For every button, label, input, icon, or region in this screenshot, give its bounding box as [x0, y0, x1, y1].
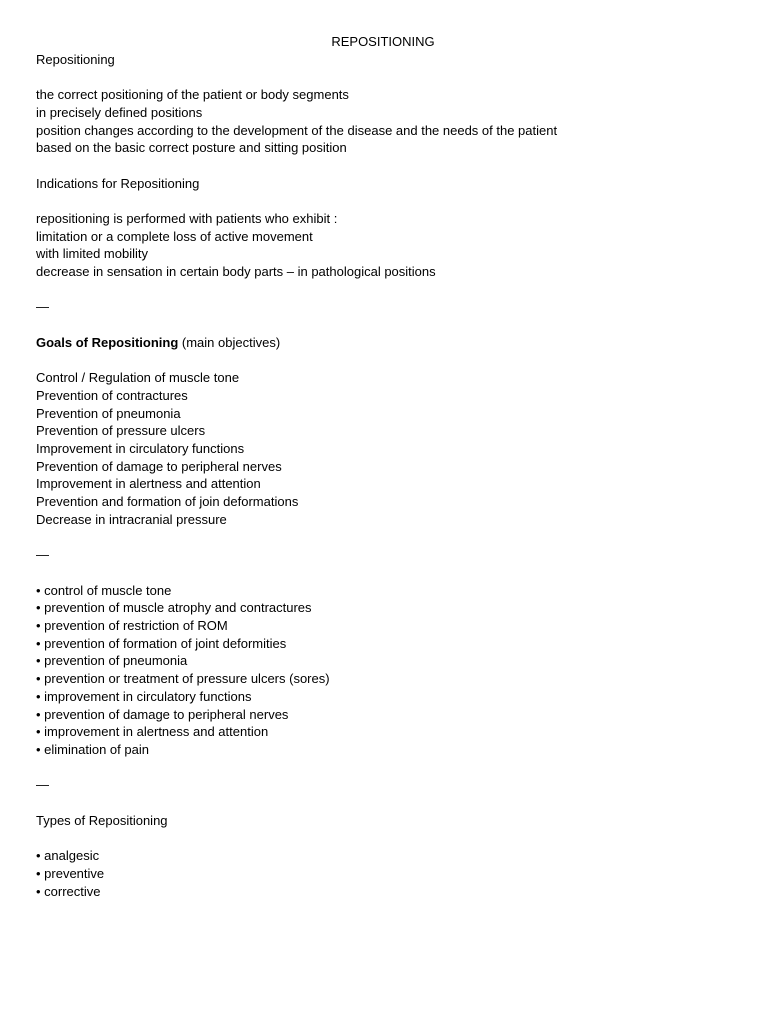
- definition-line: based on the basic correct posture and sitting position: [36, 140, 347, 156]
- section-divider: —: [36, 299, 49, 315]
- spacer: [36, 316, 736, 334]
- list-item: • analgesic: [36, 848, 100, 864]
- spacer: [36, 529, 736, 547]
- list-item: • corrective: [36, 883, 101, 899]
- spacer: [36, 352, 736, 370]
- document-page: [36, 33, 736, 900]
- list-item: • prevention of muscle atrophy and contractures: [36, 600, 312, 616]
- definition-line: the correct positioning of the patient or body segments: [36, 87, 349, 103]
- spacer: [36, 829, 736, 847]
- list-item: • improvement in circulatory functions: [36, 688, 252, 704]
- goal-line: Prevention and formation of join deformations: [36, 494, 299, 510]
- indication-line: decrease in sensation in certain body parts – in pathological positions: [36, 264, 436, 280]
- goal-line: Improvement in alertness and attention: [36, 476, 261, 492]
- indication-line: limitation or a complete loss of active movement: [36, 228, 313, 244]
- goal-line: Prevention of damage to peripheral nerves: [36, 458, 282, 474]
- spacer: [36, 192, 736, 210]
- spacer: [36, 564, 736, 582]
- section-heading-repositioning: Repositioning: [36, 51, 115, 67]
- indication-line: with limited mobility: [36, 246, 148, 262]
- definition-line: in precisely defined positions: [36, 104, 203, 120]
- goals-heading-note: (main objectives): [178, 334, 281, 350]
- list-item: • prevention of damage to peripheral nerves: [36, 706, 289, 722]
- goal-line: Prevention of pneumonia: [36, 405, 181, 421]
- goal-line: Control / Regulation of muscle tone: [36, 370, 240, 386]
- document-title: REPOSITIONING: [331, 34, 435, 49]
- section-heading-indications: Indications for Repositioning: [36, 175, 200, 191]
- spacer: [36, 759, 736, 777]
- goal-line: Prevention of contractures: [36, 387, 188, 403]
- spacer: [36, 157, 736, 175]
- goals-heading-bold: Goals of Repositioning: [36, 334, 179, 350]
- section-heading-types: Types of Repositioning: [36, 812, 168, 828]
- types-list: [36, 847, 736, 900]
- list-item: • prevention of restriction of ROM: [36, 618, 228, 634]
- list-item: • preventive: [36, 865, 105, 881]
- section-divider: —: [36, 547, 49, 563]
- list-item: • elimination of pain: [36, 742, 149, 757]
- list-item: • prevention of formation of joint deformities: [36, 635, 287, 651]
- goal-line: Prevention of pressure ulcers: [36, 423, 206, 439]
- goal-line: Improvement in circulatory functions: [36, 441, 245, 457]
- section-heading-goals: [36, 334, 736, 352]
- indication-line: repositioning is performed with patients who exhibit :: [36, 210, 338, 226]
- goal-line: Decrease in intracranial pressure: [36, 511, 227, 527]
- spacer: [36, 281, 736, 299]
- section-divider: —: [36, 777, 49, 793]
- spacer: [36, 794, 736, 812]
- list-item: • prevention or treatment of pressure ulcers (sores): [36, 671, 330, 687]
- definition-line: position changes according to the development of the disease and the needs of the patient: [36, 122, 558, 138]
- list-item: • prevention of pneumonia: [36, 653, 188, 669]
- spacer: [36, 68, 736, 86]
- goals-bullet-list: [36, 582, 736, 759]
- list-item: • improvement in alertness and attention: [36, 724, 269, 740]
- list-item: • control of muscle tone: [36, 582, 172, 598]
